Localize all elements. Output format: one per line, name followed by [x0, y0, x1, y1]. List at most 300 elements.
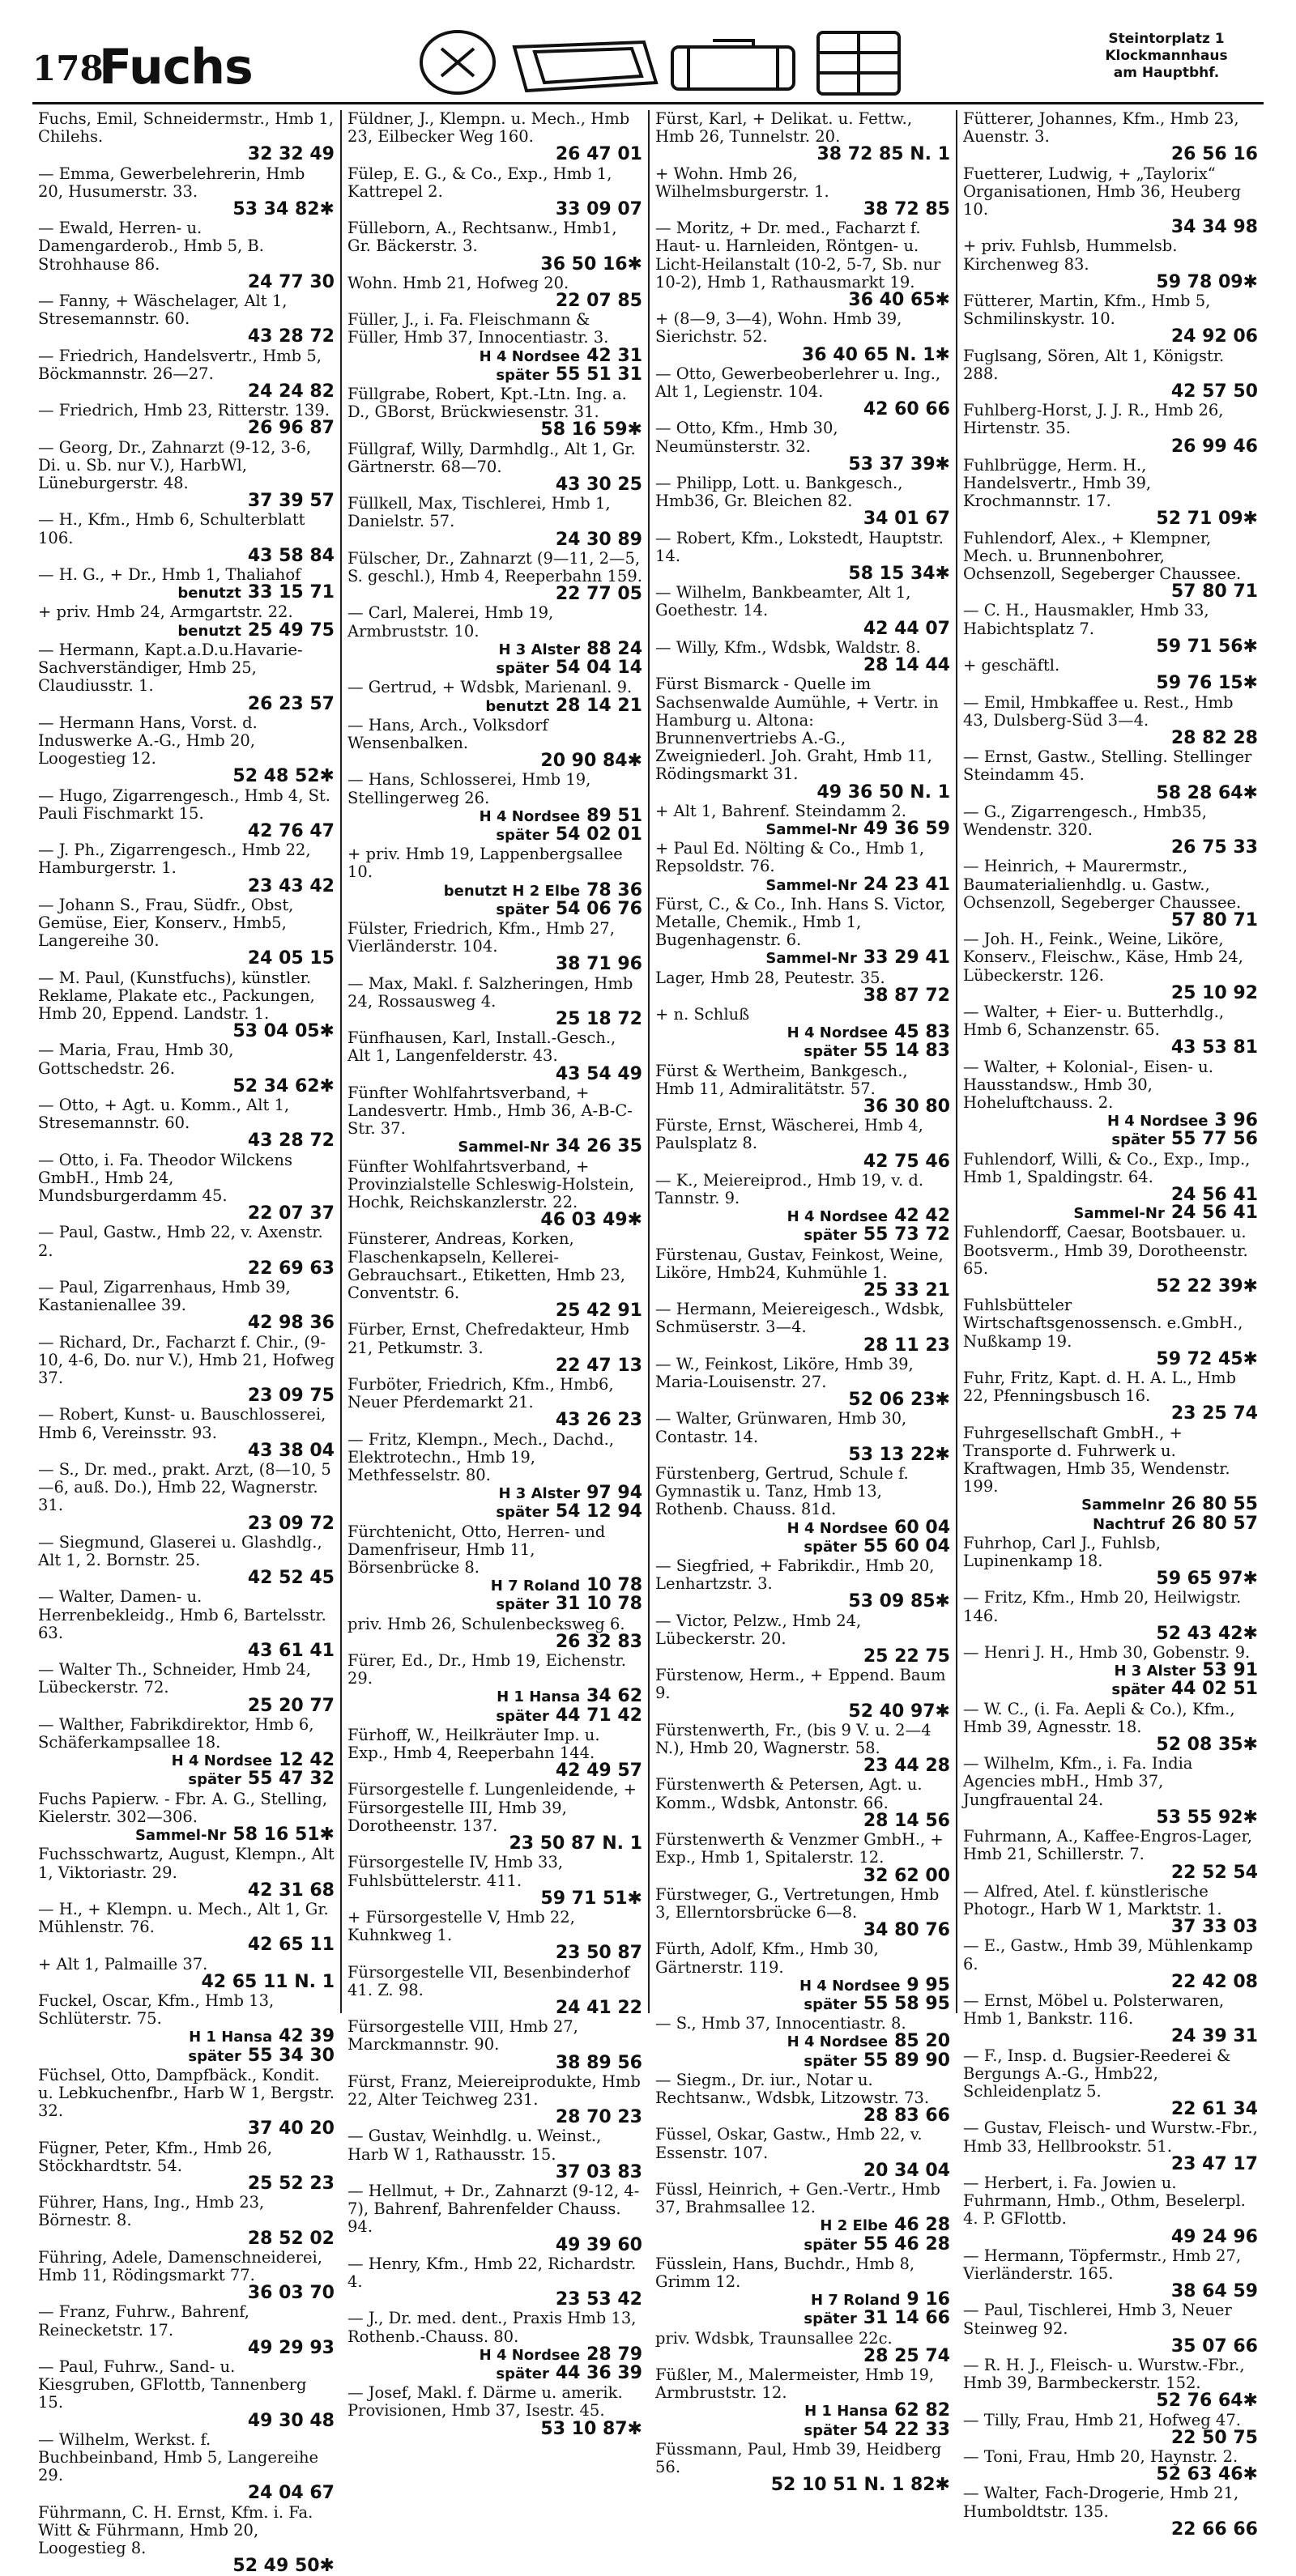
advertiser-address	[1069, 31, 1264, 82]
entry-text: — Georg, Dr., Zahnarzt (9-12, 3-6, Di. u. Sb. nur V.), HarbWl, Lüneburgerstr. 48.	[38, 437, 312, 493]
header-rule	[32, 102, 1264, 104]
entry-text: + geschäftl.	[963, 656, 1060, 675]
exchange-prefix: später	[804, 1995, 857, 2013]
phone-number: 89 51	[586, 805, 642, 826]
phone-line	[655, 1757, 950, 1775]
phone-line	[347, 1302, 642, 1320]
entry-text: — Joh. H., Feink., Weine, Liköre, Konserv., Fleischw., Käse, Hmb 24, Lübeckerstr. 126.	[963, 930, 1243, 985]
directory-entry	[655, 2071, 950, 2126]
phone-line	[963, 727, 1258, 748]
entry-text: Fuckel, Oscar, Kfm., Hmb 13, Schlüterstr. 75.	[38, 1991, 275, 2029]
phone-line	[655, 2233, 950, 2255]
directory-entry	[347, 2018, 642, 2072]
phone-number: 28 11 23	[863, 1335, 950, 1356]
phone-line	[963, 1496, 1258, 1514]
phone-line	[655, 987, 950, 1005]
entry-text: Füllkell, Max, Tischlerei, Hmb 1, Danielstr. 57.	[347, 494, 611, 531]
phone-line	[963, 1515, 1258, 1534]
phone-number: 38 64 59	[1170, 2281, 1258, 2302]
entry-text: — J., Dr. med. dent., Praxis Hmb 13, Rothenb.-Chauss. 80.	[347, 2309, 637, 2346]
entry-text: — H., + Klempn. u. Mech., Alt 1, Gr. Mühlenstr. 76.	[38, 1899, 329, 1937]
directory-entry	[655, 310, 950, 364]
phone-line	[347, 1633, 642, 1651]
phone-number: 34 26 35	[555, 1136, 642, 1157]
entry-text: Führer, Hans, Ing., Hmb 23, Börnestr. 8.	[38, 2193, 265, 2230]
directory-entry	[963, 1003, 1258, 1058]
exchange-prefix: später	[804, 2310, 857, 2328]
entry-text: — Walter, + Kolonial-, Eisen- u. Hausstandsw., Hmb 30, Hoheluftchauss. 2.	[963, 1057, 1213, 1112]
entry-text: — Friedrich, Hmb 23, Ritterstr. 139.	[38, 401, 330, 420]
phone-number: 28 14 56	[863, 1810, 950, 1831]
phone-number: 37 03 83	[555, 2161, 642, 2182]
directory-entry	[655, 1117, 950, 1171]
phone-number: 43 54 49	[555, 1063, 642, 1084]
phone-line	[963, 146, 1258, 164]
phone-line	[963, 1736, 1258, 1754]
phone-number: 25 52 23	[247, 2173, 335, 2194]
entry-text: — Hans, Schlosserei, Hmb 19, Stellingerweg 26.	[347, 770, 591, 807]
phone-number: 24 56 41	[1170, 1203, 1258, 1224]
entry-text: Fuglsang, Sören, Alt 1, Königstr. 288.	[963, 346, 1225, 383]
exchange-prefix: H 1 Hansa	[497, 1688, 581, 1706]
directory-entry	[655, 896, 950, 969]
entry-text: — Siegmund, Glaserei u. Glashdlg., Alt 1, 2. Bornstr. 25.	[38, 1532, 322, 1570]
directory-entry	[963, 1535, 1258, 1589]
phone-line	[655, 2421, 950, 2440]
phone-line	[963, 583, 1258, 601]
directory-entry	[655, 110, 950, 164]
page-number: 178	[32, 49, 104, 88]
phone-number: 54 04 14	[555, 658, 642, 679]
exchange-prefix: später	[1111, 1681, 1165, 1699]
entry-text: Fürth, Adolf, Kfm., Hmb 30, Gärtnerstr. 119.	[655, 1939, 879, 1977]
entry-text: Füldner, J., Klempn. u. Mech., Hmb 23, Eilbecker Weg 160.	[347, 109, 630, 147]
entry-text: — K., Meiereiprod., Hmb 19, v. d. Tannstr. 9.	[655, 1170, 924, 1207]
exchange-prefix: später	[188, 1771, 241, 1789]
phone-line	[655, 1648, 950, 1666]
phone-number: 25 42 91	[555, 1301, 642, 1322]
phone-number: 52 71 09✱	[1156, 509, 1258, 530]
phone-line	[38, 492, 335, 510]
entry-text: — Max, Makl. f. Salzheringen, Hmb 24, Rossausweg 4.	[347, 973, 633, 1011]
entry-text: — Josef, Makl. f. Därme u. amerik. Provisionen, Hmb 37, Isestr. 45.	[347, 2383, 623, 2421]
directory-entry	[963, 858, 1258, 930]
entry-text: — Johann S., Frau, Südfr., Obst, Gemüse, Eier, Konserv., Hmb5, Langereihe 30.	[38, 895, 294, 951]
entry-text: Fürstenwerth & Petersen, Agt. u. Komm., Wdsbk, Antonstr. 66.	[655, 1775, 923, 1812]
phone-number: 55 51 31	[555, 364, 642, 385]
entry-text: — Hermann Hans, Vorst. d. Induswerke A.-G., Hmb 20, Loogestieg 12.	[38, 713, 258, 769]
phone-line	[38, 2175, 335, 2193]
phone-line	[963, 1112, 1258, 1130]
phone-line	[655, 2216, 950, 2235]
entry-text: — W. C., (i. Fa. Aepli & Co.), Kfm., Hmb 39, Agnesstr. 18.	[963, 1699, 1235, 1736]
phone-number: 54 06 76	[555, 898, 642, 919]
entry-text: — Walter Th., Schneider, Hmb 24, Lübeckerstr. 72.	[38, 1660, 311, 1697]
phone-number: 38 89 56	[555, 2052, 642, 2073]
entry-text: — Paul, Fuhrw., Sand- u. Kiesgruben, GFlottb, Tannenberg 15.	[38, 2357, 307, 2412]
phone-number: 28 52 02	[247, 2228, 335, 2249]
exchange-prefix: später	[188, 2047, 241, 2065]
phone-line	[963, 2101, 1258, 2118]
phone-number: 53 34 82✱	[232, 199, 335, 220]
phone-line	[347, 2418, 642, 2439]
entry-text: priv. Wdsbk, Traunsallee 22c.	[655, 2328, 893, 2348]
directory-entry	[963, 292, 1258, 347]
phone-number: 52 08 35✱	[1156, 1735, 1258, 1756]
entry-text: + n. Schluß	[655, 1004, 750, 1024]
phone-line	[963, 2028, 1258, 2046]
phone-number: 32 62 00	[863, 1865, 950, 1886]
directory-entry	[347, 1376, 642, 1430]
phone-line	[963, 1625, 1258, 1643]
entry-text: — Fritz, Klempn., Mech., Dachd., Elektrotechn., Hmb 19, Methfesselstr. 80.	[347, 1429, 614, 1485]
entry-text: Füssmann, Paul, Hmb 39, Heidberg 56.	[655, 2439, 942, 2476]
entry-text: — Robert, Kfm., Lokstedt, Hauptstr. 14.	[655, 528, 944, 565]
entry-text: Fülleborn, A., Rechtsanw., Hmb1, Gr. Bäckerstr. 3.	[347, 219, 617, 256]
entry-text: Fuhlsbütteler Wirtschaftsgenossensch. e.GmbH., Nußkamp 19.	[963, 1296, 1243, 1351]
phone-number: 26 80 57	[1170, 1513, 1258, 1534]
phone-line	[38, 2120, 335, 2138]
directory-entry	[347, 1321, 642, 1375]
directory-entry	[655, 530, 950, 584]
entry-text: — Alfred, Atel. f. künstlerische Photogr., Harb W 1, Marktstr. 1.	[963, 1881, 1222, 1918]
directory-entry	[655, 1006, 950, 1062]
directory-entry	[655, 1667, 950, 1721]
entry-text: Wohn. Hmb 21, Hofweg 20.	[347, 273, 569, 292]
phone-number: 54 22 33	[863, 2419, 950, 2440]
phone-number: 22 77 05	[555, 584, 642, 605]
phone-line	[347, 146, 642, 164]
directory-entry	[38, 1279, 335, 1333]
entry-text: — Philipp, Lott. u. Bankgesch., Hmb36, Gr. Bleichen 82.	[655, 474, 903, 511]
directory-entry	[347, 975, 642, 1029]
phone-line	[38, 1442, 335, 1460]
phone-number: 34 62	[586, 1686, 642, 1707]
phone-number: 55 34 30	[247, 2045, 335, 2066]
directory-entry	[38, 641, 335, 713]
phone-number: 57 80 71	[1170, 909, 1258, 930]
directory-entry	[655, 1940, 950, 2014]
phone-number: 53 55 92✱	[1156, 1807, 1258, 1828]
entry-text: — Henry, Kfm., Hmb 22, Richardstr. 4.	[347, 2254, 637, 2291]
phone-line	[347, 1503, 642, 1522]
phone-number: 53 10 87✱	[540, 2418, 642, 2439]
phone-line	[963, 638, 1258, 656]
entry-text: — Emma, Gewerbelehrerin, Hmb 20, Husumerstr. 33.	[38, 164, 305, 201]
entry-text: — Walter, Grünwaren, Hmb 30, Contastr. 14.	[655, 1409, 907, 1446]
phone-number: 43 53 81	[1170, 1037, 1258, 1058]
phone-line	[655, 1922, 950, 1939]
directory-entry	[963, 694, 1258, 748]
entry-text: Fürste, Ernst, Wäscherei, Hmb 4, Paulsplatz 8.	[655, 1116, 923, 1153]
phone-line	[347, 2234, 642, 2255]
phone-line	[347, 659, 642, 678]
phone-number: 42 31	[586, 345, 642, 366]
entry-text: — Victor, Pelzw., Hmb 24, Lübeckerstr. 20.	[655, 1611, 862, 1648]
entry-text: Füsslein, Hans, Buchdr., Hmb 8, Grimm 12.	[655, 2254, 915, 2291]
directory-entry	[38, 2140, 335, 2194]
directory-entry	[963, 748, 1258, 803]
exchange-prefix: H 4 Nordsee	[479, 807, 581, 825]
phone-line	[347, 531, 642, 549]
phone-line	[963, 2466, 1258, 2484]
directory-entry	[347, 441, 642, 495]
directory-entry	[963, 1755, 1258, 1827]
phone-number: 55 47 32	[247, 1769, 335, 1790]
entry-text: Fülster, Friedrich, Kfm., Hmb 27, Vierländerstr. 104.	[347, 918, 615, 956]
exchange-prefix: H 2 Elbe	[820, 2217, 889, 2235]
phone-line	[347, 1063, 642, 1084]
entry-text: Fuhlendorff, Caesar, Bootsbauer. u. Bootsverm., Hmb 39, Dorotheenstr. 65.	[963, 1223, 1248, 1278]
directory-entry	[38, 1334, 335, 1406]
entry-text: Fünfter Wohlfahrtsverband, + Landesvertr. Hmb., Hmb 36, A-B-C-Str. 37.	[347, 1083, 633, 1139]
phone-line	[38, 2047, 335, 2066]
directory-entry	[38, 2067, 335, 2139]
entry-text: Fürber, Ernst, Chefredakteur, Hmb 21, Petkumstr. 3.	[347, 1320, 629, 1357]
directory-entry	[347, 219, 642, 274]
phone-number: 42 31 68	[247, 1880, 335, 1901]
exchange-prefix: später	[496, 1707, 549, 1725]
directory-entry	[655, 803, 950, 839]
phone-line	[655, 292, 950, 309]
exchange-prefix: H 3 Alster	[498, 641, 581, 658]
directory-entry	[963, 402, 1258, 456]
phone-number: 25 33 21	[863, 1280, 950, 1301]
phone-line	[655, 565, 950, 583]
phone-line	[655, 1098, 950, 1116]
phone-line	[347, 292, 642, 310]
phone-line	[347, 1595, 642, 1614]
directory-entry	[38, 1846, 335, 1900]
entry-text: Fürsorgestelle VIII, Hmb 27, Marckmannstr. 90.	[347, 2017, 578, 2054]
directory-entry	[963, 657, 1258, 692]
phone-line	[963, 1680, 1258, 1699]
phone-number: 52 40 97✱	[848, 1701, 950, 1722]
entry-text: — Maria, Frau, Hmb 30, Gottschedstr. 26.	[38, 1041, 234, 1078]
phone-line	[963, 1570, 1258, 1588]
phone-line	[655, 1337, 950, 1355]
phone-number: 42 49 57	[555, 1761, 642, 1782]
phone-number: 28 83 66	[863, 2106, 950, 2127]
directory-entry	[38, 110, 335, 164]
entry-text: — Toni, Frau, Hmb 20, Haynstr. 2.	[963, 2447, 1238, 2466]
directory-entry	[38, 1096, 335, 1151]
entry-text: Fügner, Peter, Kfm., Hmb 26, Stöckhardtstr. 54.	[38, 2138, 273, 2175]
exchange-prefix: später	[496, 2365, 549, 2382]
phone-number: 43 61 41	[247, 1641, 335, 1662]
entry-text: — Herbert, i. Fa. Jowien u. Fuhrmann, Hmb., Othm, Beselerpl. 4. P. GFlottb.	[963, 2173, 1246, 2229]
entry-text: + Alt 1, Bahrenf. Steindamm 2.	[655, 801, 906, 820]
phone-line	[963, 328, 1258, 346]
directory-entry	[347, 771, 642, 845]
phone-line	[963, 1204, 1258, 1223]
phone-line	[655, 2162, 950, 2180]
phone-line	[655, 1593, 950, 1611]
directory-entry	[963, 1701, 1258, 1755]
phone-line	[38, 2412, 335, 2430]
phone-number: 3 96	[1214, 1110, 1258, 1131]
phone-number: 26 32 83	[555, 1631, 642, 1652]
directory-entry	[655, 1776, 950, 1830]
phone-number: 28 14 21	[555, 695, 642, 716]
directory-entry	[347, 2255, 642, 2310]
phone-line	[655, 2052, 950, 2071]
directory-entry	[347, 2127, 642, 2182]
exchange-prefix: später	[496, 1504, 549, 1522]
phone-number: 22 47 13	[555, 1355, 642, 1376]
address-line: Klockmannhaus	[1105, 48, 1228, 64]
phone-number: 78 36	[586, 879, 642, 901]
phone-line	[38, 1882, 335, 1900]
entry-text: Fürst, Karl, + Delikat. u. Fettw., Hmb 26, Tunnelstr. 20.	[655, 109, 913, 147]
phone-number: 85 20	[894, 2031, 950, 2052]
exchange-prefix: benutzt	[177, 622, 241, 640]
exchange-prefix: H 4 Nordsee	[1106, 1113, 1209, 1130]
phone-number: 53 04 05✱	[232, 1021, 335, 1042]
directory-entry	[347, 275, 642, 310]
entry-text: Fünfter Wohlfahrtsverband, + Provinzialstelle Schleswig-Holstein, Hochk, Reichskanzlerstr. 22.	[347, 1156, 634, 1211]
directory-entry	[963, 457, 1258, 529]
phone-number: 36 50 16✱	[540, 253, 642, 275]
phone-number: 33 09 07	[555, 199, 642, 220]
phone-number: 42 44 07	[863, 618, 950, 639]
phone-number: 38 71 96	[555, 954, 642, 975]
directory-entry	[963, 1589, 1258, 1643]
directory-entry	[655, 969, 950, 1005]
directory-entry	[38, 841, 335, 896]
entry-text: — Franz, Fuhrw., Bahrenf, Reinecketstr. 17.	[38, 2302, 250, 2340]
phone-line	[347, 898, 642, 919]
directory-entry	[38, 219, 335, 292]
exchange-prefix: Sammel-Nr	[134, 1827, 227, 1845]
phone-number: 53 37 39✱	[848, 453, 950, 475]
exchange-prefix: später	[804, 2421, 857, 2439]
phone-number: 45 83	[894, 1022, 950, 1043]
directory-entry	[347, 1727, 642, 1781]
phone-line	[655, 1703, 950, 1721]
exchange-prefix: später	[496, 826, 549, 844]
phone-line	[347, 2362, 642, 2383]
directory-entry	[963, 602, 1258, 656]
phone-line	[38, 1132, 335, 1150]
exchange-prefix: Nachtruf	[1093, 1515, 1165, 1533]
entry-text: Führmann, C. H. Ernst, Kfm. i. Fa. Witt & Führmann, Hmb 20, Loogestieg 8.	[38, 2502, 313, 2558]
phone-number: 26 23 57	[247, 693, 335, 714]
phone-line	[655, 820, 950, 839]
phone-number: 52 22 39✱	[1156, 1276, 1258, 1297]
phone-line	[347, 697, 642, 716]
directory-entry	[38, 787, 335, 841]
directory-entry	[655, 165, 950, 219]
phone-number: 33 15 71	[247, 582, 335, 603]
phone-line	[347, 1211, 642, 1229]
entry-text: Fürstenberg, Gertrud, Schule f. Gymnastik u. Tanz, Hmb 13, Rothenb. Chauss. 81d.	[655, 1464, 909, 1519]
phone-line	[963, 2521, 1258, 2539]
phone-number: 62 82	[894, 2400, 950, 2421]
phone-number: 23 09 75	[247, 1386, 335, 1407]
directory-entry	[347, 920, 642, 974]
phone-number: 49 30 48	[247, 2410, 335, 2431]
phone-number: 23 25 74	[1170, 1403, 1258, 1424]
directory-entry	[38, 1588, 335, 1660]
phone-number: 59 71 51✱	[540, 1888, 642, 1909]
entry-text: + priv. Fuhlsb, Hummelsb. Kirchenweg 83.	[963, 236, 1178, 274]
phone-number: 49 36 50 N. 1	[816, 781, 950, 803]
entry-text: Fuetterer, Ludwig, + „Taylorix“ Organisationen, Hmb 36, Heuberg 10.	[963, 164, 1242, 219]
directory-entry	[347, 1230, 642, 1320]
phone-line	[655, 1042, 950, 1061]
phone-number: 26 47 01	[555, 144, 642, 165]
phone-number: 36 40 65✱	[848, 290, 950, 311]
phone-number: 26 75 33	[1170, 837, 1258, 858]
phone-line	[963, 383, 1258, 401]
entry-text: — Fanny, + Wäschelager, Alt 1, Stresemannstr. 60.	[38, 292, 288, 329]
phone-line	[655, 2107, 950, 2125]
phone-number: 22 42 08	[1170, 1971, 1258, 1992]
phone-number: 52 43 42✱	[1156, 1623, 1258, 1644]
directory-entry	[347, 2073, 642, 2127]
directory-entry	[655, 2015, 950, 2071]
phone-line	[963, 219, 1258, 236]
entry-text: — Paul, Zigarrenhaus, Hmb 39, Kastanienallee 39.	[38, 1278, 291, 1315]
directory-entry	[963, 237, 1258, 292]
phone-number: 52 34 62✱	[232, 1075, 335, 1096]
phone-line	[347, 752, 642, 770]
exchange-prefix: benutzt H 2 Elbe	[443, 882, 581, 900]
phone-number: 26 80 55	[1170, 1494, 1258, 1515]
directory-entry	[655, 1062, 950, 1117]
phone-number: 42 65 11 N. 1	[201, 1971, 335, 1992]
phone-line	[347, 2161, 642, 2182]
exchange-prefix: H 7 Roland	[811, 2292, 901, 2310]
entry-text: — Hugo, Zigarrengesch., Hmb 4, St. Pauli Fischmarkt 15.	[38, 786, 330, 823]
entry-text: Fuhr, Fritz, Kapt. d. H. A. L., Hmb 22, Pfenningsbusch 16.	[963, 1369, 1237, 1406]
phone-number: 49 29 93	[247, 2337, 335, 2358]
entry-text: Fuhlberg-Horst, J. J. R., Hmb 26, Hirtenstr. 35.	[963, 401, 1224, 438]
entry-text: — Gustav, Fleisch- und Wurstw.-Fbr., Hmb 33, Hellbrookstr. 51.	[963, 2118, 1258, 2156]
phone-line	[655, 620, 950, 638]
entry-text: — Ernst, Gastw., Stelling. Stellinger Steindamm 45.	[963, 747, 1252, 785]
exchange-prefix: H 4 Nordsee	[479, 347, 581, 365]
entry-text: Fütterer, Johannes, Kfm., Hmb 23, Auenstr. 3.	[963, 109, 1239, 147]
phone-line	[38, 547, 335, 565]
phone-line	[38, 693, 335, 714]
exchange-prefix: später	[804, 1227, 857, 1245]
exchange-prefix: H 3 Alster	[498, 1485, 581, 1503]
exchange-prefix: später	[804, 1043, 857, 1061]
exchange-prefix: später	[496, 1596, 549, 1614]
entry-text: Fuchsschwartz, August, Klempn., Alt 1, Viktoriastr. 29.	[38, 1845, 335, 1882]
exchange-prefix: H 4 Nordsee	[171, 1752, 273, 1770]
exchange-prefix: H 4 Nordsee	[787, 1024, 889, 1042]
phone-number: 52 76 64✱	[1156, 2391, 1258, 2412]
entry-text: Fürst, C., & Co., Inh. Hans S. Victor, Metalle, Chemik., Hmb 1, Bugenhagenstr. 6.	[655, 894, 946, 950]
directory-entry	[38, 603, 335, 640]
entry-text: + Paul Ed. Nölting & Co., Hmb 1, Repsoldstr. 76.	[655, 839, 925, 876]
phone-line	[347, 1762, 642, 1780]
suitcases-illustration	[413, 24, 980, 99]
phone-line	[38, 271, 335, 292]
phone-line	[38, 2337, 335, 2358]
phone-line	[347, 585, 642, 603]
entry-text: — Fritz, Kfm., Hmb 20, Heilwigstr. 146.	[963, 1588, 1242, 1625]
phone-line	[38, 1075, 335, 1096]
directory-entry	[38, 896, 335, 969]
phone-line	[963, 982, 1258, 1003]
phone-number: 52 10 51 N. 1 82✱	[770, 2475, 950, 2496]
phone-line	[347, 638, 642, 659]
phone-number: 34 80 76	[863, 1920, 950, 1941]
